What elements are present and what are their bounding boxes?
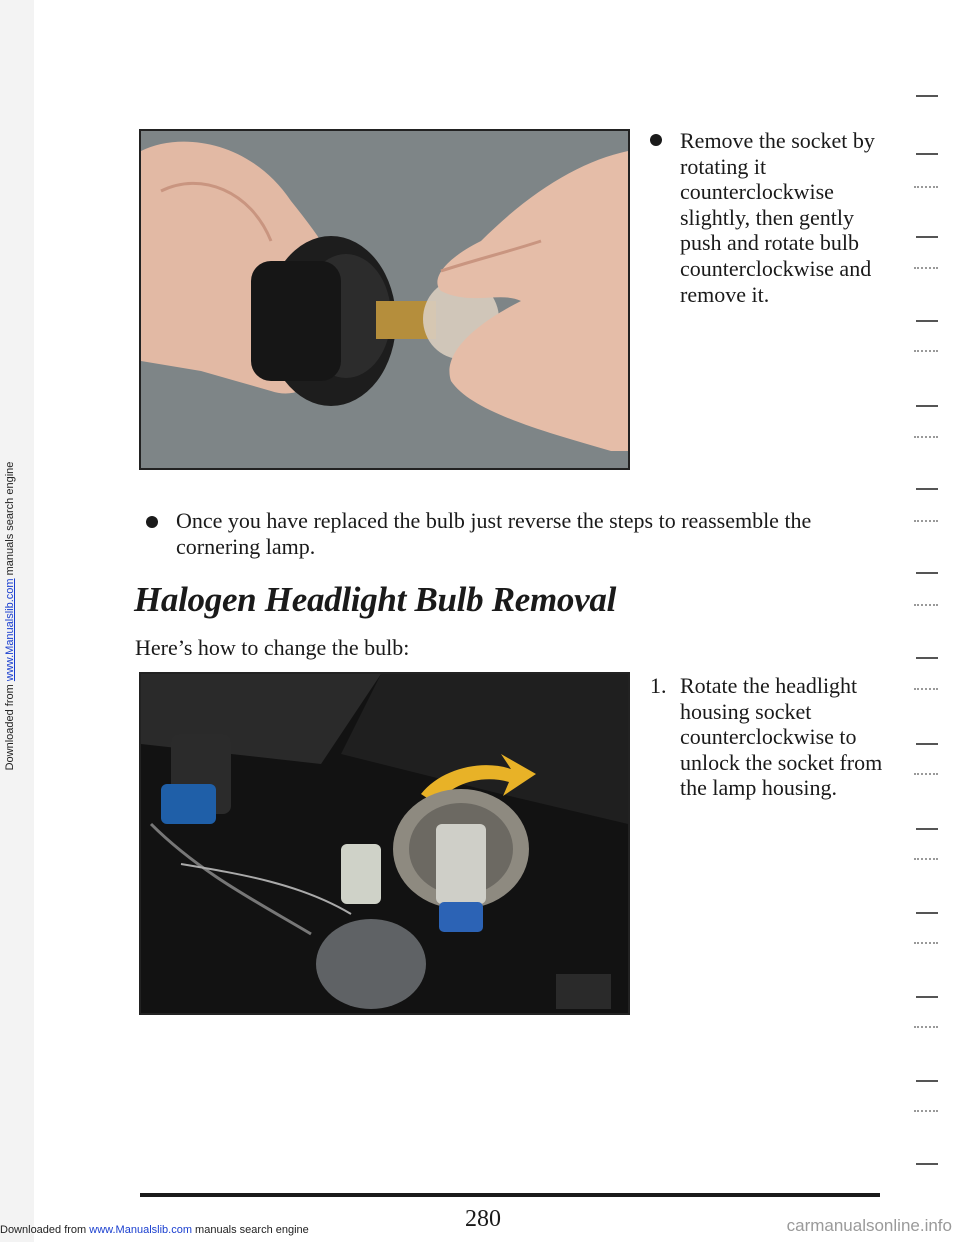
footer-suffix: manuals search engine: [195, 1224, 309, 1236]
edge-tab-mark: [916, 743, 938, 745]
edge-tab-mark: [916, 828, 938, 830]
intro-text: Here’s how to change the bulb:: [135, 635, 410, 660]
edge-tab-mark: [914, 436, 938, 440]
edge-tab-mark: [916, 236, 938, 238]
edge-tab-mark: [916, 996, 938, 998]
edge-tab-mark: [914, 1026, 938, 1030]
footer-link[interactable]: www.Manualslib.com: [89, 1224, 192, 1236]
edge-tab-mark: [914, 186, 938, 190]
edge-tab-mark: [916, 1163, 938, 1165]
page-number: 280: [465, 1206, 501, 1232]
edge-tab-mark: [914, 858, 938, 862]
side-banner-prefix: Downloaded from: [4, 684, 16, 771]
edge-tab-mark: [914, 773, 938, 777]
reassemble-instruction: [146, 508, 886, 559]
edge-tab-mark: [914, 267, 938, 271]
edge-tab-mark: [916, 912, 938, 914]
step-1-text: Rotate the headlight housing socket counterclockwise to unlock the socket from the lamp housing.: [680, 673, 883, 801]
step-1-instruction: [650, 673, 890, 801]
footer-download-line: [0, 1224, 309, 1236]
edge-tab-mark: [916, 488, 938, 490]
edge-tab-mark: [914, 350, 938, 354]
side-banner-link[interactable]: www.Manualslib.com: [4, 578, 16, 682]
edge-tab-mark: [916, 657, 938, 659]
edge-tab-mark: [914, 1110, 938, 1114]
watermark: carmanualsonline.info: [786, 1216, 952, 1235]
step-number: 1.: [650, 673, 667, 698]
edge-tab-mark: [914, 942, 938, 946]
remove-socket-text: Remove the socket by rotating it counterclockwise slightly, then gently push and rotate bulb counterclockwise and remove it.: [680, 128, 875, 307]
edge-tab-mark: [916, 153, 938, 155]
edge-tab-mark: [916, 405, 938, 407]
side-download-banner: [0, 0, 20, 1242]
edge-tab-mark: [914, 520, 938, 524]
bullet-icon: [650, 134, 662, 146]
edge-tab-mark: [914, 688, 938, 692]
reassemble-text: Once you have replaced the bulb just reverse the steps to reassemble the cornering lamp.: [176, 508, 812, 559]
edge-tab-mark: [916, 320, 938, 322]
side-banner-suffix: manuals search engine: [4, 461, 16, 576]
footer-prefix: Downloaded from: [0, 1224, 87, 1236]
edge-tab-mark: [914, 604, 938, 608]
hands-holding-bulb-socket-photo: [141, 131, 628, 468]
section-heading: Halogen Headlight Bulb Removal: [134, 580, 616, 619]
headlight-socket-photo-frame: [139, 672, 630, 1015]
footer-rule: [140, 1193, 880, 1197]
edge-tab-mark: [916, 95, 938, 97]
headlight-socket-photo: [141, 674, 628, 1013]
bullet-icon: [146, 516, 158, 528]
edge-tab-mark: [916, 572, 938, 574]
remove-socket-instruction: [650, 128, 890, 307]
bulb-socket-photo: [139, 129, 630, 470]
edge-tab-mark: [916, 1080, 938, 1082]
